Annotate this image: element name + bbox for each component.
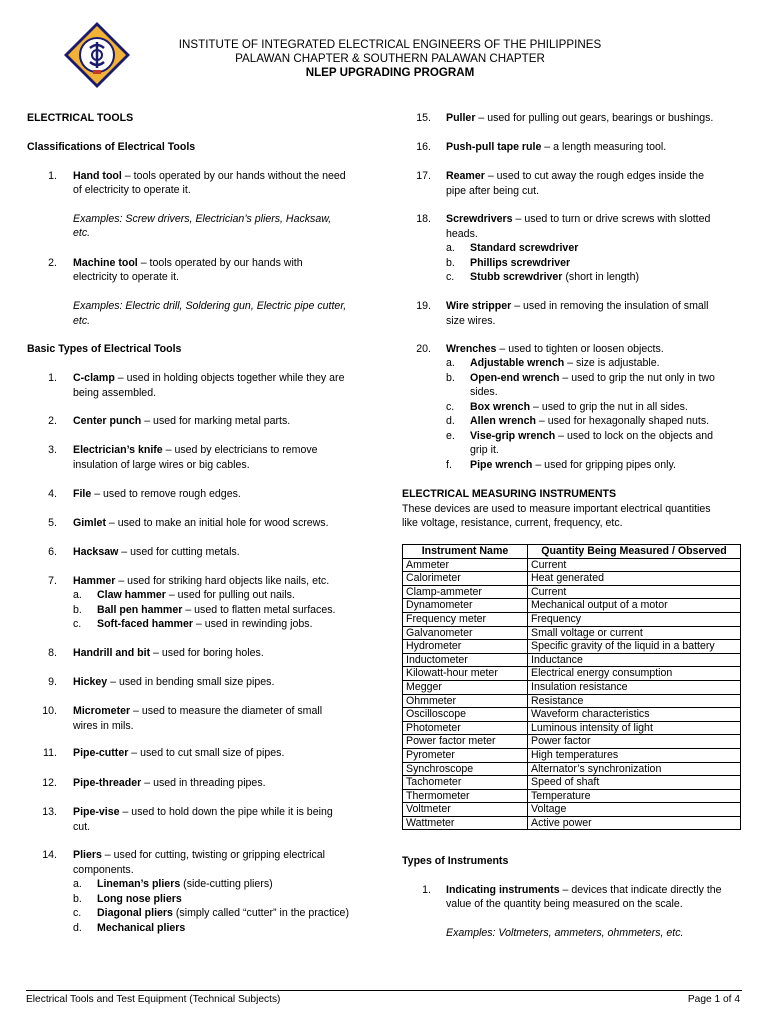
sub-text	[470, 356, 660, 370]
sub-name: Lineman’s pliers	[97, 878, 181, 890]
tool-desc: – used for cutting, twisting or gripping electrical	[101, 849, 326, 861]
classification-name: Machine tool	[73, 257, 138, 269]
tool-number: 5.	[48, 517, 57, 529]
table-row	[403, 585, 741, 599]
instrument-name-cell: Calorimeter	[403, 572, 528, 586]
tool-desc-line2: cut.	[73, 820, 91, 833]
sub-desc-line2: sides.	[470, 386, 498, 398]
quantity-cell: Inductance	[528, 653, 741, 667]
sub-letter: e.	[446, 429, 455, 442]
sub-desc: – used for hexagonally shaped nuts.	[535, 415, 710, 427]
tool-desc: – used to hold down the pipe while it is being	[119, 806, 333, 818]
tool-item	[446, 111, 713, 125]
sub-letter: a.	[73, 589, 82, 601]
tool-number: 20.	[416, 343, 431, 355]
sub-desc: – used to grip the nut in all sides.	[530, 400, 688, 413]
tool-item	[73, 675, 274, 689]
section-title-electrical-tools: ELECTRICAL TOOLS	[27, 112, 134, 124]
quantity-cell: Current	[528, 585, 741, 599]
classification-name: Hand tool	[73, 170, 122, 182]
tool-item	[73, 414, 290, 428]
classification-desc: – tools operated by our hands with	[137, 257, 303, 269]
classification-item	[73, 169, 346, 183]
sub-desc: – used in rewinding jobs.	[192, 618, 313, 630]
tool-name: Center punch	[73, 415, 142, 427]
sub-desc: (short in length)	[562, 271, 639, 283]
tool-desc: – a length measuring tool.	[541, 141, 667, 153]
sub-name: Allen wrench	[470, 415, 536, 427]
classification-example-line2: etc.	[73, 227, 91, 239]
tool-item	[73, 516, 329, 530]
tool-name: Hammer	[73, 575, 116, 587]
quantity-cell: High temperatures	[528, 748, 741, 762]
tool-desc: – used in threading pipes.	[141, 777, 266, 789]
tool-number: 6.	[48, 546, 57, 558]
instrument-name-cell: Oscilloscope	[403, 708, 528, 722]
instrument-name-cell: Thermometer	[403, 789, 528, 803]
table-row	[403, 667, 741, 681]
tool-desc: – used for pulling out gears, bearings or bushings.	[475, 112, 714, 124]
quantity-cell: Insulation resistance	[528, 680, 741, 694]
tool-desc: – used for boring holes.	[150, 647, 264, 659]
tool-desc: – used for marking metal parts.	[141, 415, 291, 427]
sub-desc: (simply called “cutter” in the practice)	[172, 907, 349, 919]
instrument-name-cell: Photometer	[403, 721, 528, 735]
tool-number: 1.	[48, 372, 57, 384]
sub-desc: – used to lock on the objects and	[555, 429, 714, 442]
sub-desc: – used to flatten metal surfaces.	[182, 603, 336, 616]
tool-desc: – used in removing the insulation of small	[511, 300, 709, 312]
section-title-basic-types: Basic Types of Electrical Tools	[27, 343, 182, 355]
instrument-name-cell: Pyrometer	[403, 748, 528, 762]
tool-desc: – used to tighten or loosen objects.	[496, 343, 664, 355]
table-row	[403, 776, 741, 790]
tool-desc: – used in holding objects together while they are	[114, 372, 345, 384]
tool-number: 2.	[48, 415, 57, 427]
iiee-seal-logo	[62, 20, 132, 90]
tool-name: C-clamp	[73, 372, 115, 384]
tool-number: 18.	[416, 213, 431, 225]
sub-name: Long nose pliers	[97, 892, 182, 905]
sub-name: Pipe wrench	[470, 458, 533, 471]
sub-text	[97, 892, 182, 906]
footer-title: Electrical Tools and Test Equipment (Technical Subjects)	[26, 994, 281, 1005]
instrument-name-cell: Power factor meter	[403, 735, 528, 749]
table-row	[403, 694, 741, 708]
quantity-cell: Heat generated	[528, 572, 741, 586]
tool-name: Hacksaw	[73, 546, 119, 558]
tool-number: 19.	[416, 300, 431, 312]
classification-item	[73, 256, 303, 270]
header-line-3: NLEP UPGRADING PROGRAM	[305, 66, 475, 79]
section-title-measuring-instruments: ELECTRICAL MEASURING INSTRUMENTS	[402, 488, 617, 500]
sub-name: Stubb screwdriver	[470, 271, 563, 283]
quantity-cell: Small voltage or current	[528, 626, 741, 640]
tool-number: 4.	[48, 488, 57, 500]
page-number: Page 1 of 4	[687, 994, 740, 1005]
sub-text	[470, 371, 715, 385]
sub-letter: a.	[446, 357, 455, 369]
tool-desc: – used to cut small size of pipes.	[128, 747, 285, 759]
tool-name: Screwdrivers	[446, 213, 513, 225]
tool-name: Handrill and bit	[73, 647, 151, 659]
classification-desc: – tools operated by our hands without the need	[121, 170, 346, 182]
instruments-intro-line2: like voltage, resistance, current, frequency, etc.	[402, 517, 623, 529]
instrument-name-cell: Synchroscope	[403, 762, 528, 776]
instrument-name-cell: Inductometer	[403, 653, 528, 667]
quantity-cell: Temperature	[528, 789, 741, 803]
classification-number: 2.	[48, 257, 57, 269]
sub-name: Diagonal pliers	[97, 907, 173, 919]
header-line-2: PALAWAN CHAPTER & SOUTHERN PALAWAN CHAPTER	[235, 52, 545, 65]
sub-letter: f.	[446, 458, 452, 471]
sub-desc: – used to grip the nut only in two	[559, 371, 715, 384]
tool-name: Reamer	[446, 170, 485, 182]
table-row	[403, 803, 741, 817]
tool-desc: – used to make an initial hole for wood screws.	[105, 517, 329, 529]
table-row	[403, 748, 741, 762]
tool-desc: – used by electricians to remove	[162, 444, 318, 456]
quantity-cell: Luminous intensity of light	[528, 721, 741, 735]
tool-name: Pliers	[73, 849, 102, 861]
tool-number: 12.	[42, 777, 57, 789]
sub-letter: c.	[446, 400, 455, 413]
tool-desc: – used to cut away the rough edges inside the	[484, 170, 704, 182]
table-row	[403, 653, 741, 667]
classification-example-line2: etc.	[73, 315, 91, 327]
tool-item	[73, 704, 322, 718]
quantity-cell: Electrical energy consumption	[528, 667, 741, 681]
sub-letter: a.	[446, 242, 455, 254]
sub-name: Vise-grip wrench	[470, 429, 556, 442]
sub-text	[470, 241, 578, 255]
instrument-name-cell: Hydrometer	[403, 640, 528, 654]
tool-number: 10.	[42, 705, 57, 717]
tool-item	[73, 746, 284, 760]
tool-desc: – used for striking hard objects like nails, etc.	[115, 575, 330, 587]
sub-name: Phillips screwdriver	[470, 256, 571, 269]
tool-number: 8.	[48, 647, 57, 659]
tool-desc-line2: insulation of large wires or big cables.	[73, 458, 250, 471]
sub-desc: (side-cutting pliers)	[180, 878, 273, 890]
classification-desc-line2: electricity to operate it.	[73, 271, 179, 283]
instrument-name-cell: Kilowatt-hour meter	[403, 667, 528, 681]
tool-name: Pipe-vise	[73, 806, 120, 818]
table-row	[403, 762, 741, 776]
classification-example: Examples: Electric drill, Soldering gun, Electric pipe cutter,	[73, 300, 347, 312]
sub-text	[97, 877, 273, 891]
table-row	[403, 735, 741, 749]
sub-name: Claw hammer	[97, 589, 166, 601]
table-row	[403, 640, 741, 654]
tool-number: 9.	[48, 676, 57, 688]
tool-desc-line2: wires in mils.	[73, 719, 134, 732]
tool-number: 7.	[48, 575, 57, 587]
tool-name: Electrician’s knife	[73, 444, 163, 456]
sub-letter: a.	[73, 878, 82, 890]
table-row	[403, 626, 741, 640]
instrument-name-cell: Clamp-ammeter	[403, 585, 528, 599]
sub-name: Box wrench	[470, 400, 531, 413]
sub-text	[97, 906, 349, 920]
tool-number: 13.	[42, 806, 57, 818]
sub-letter: b.	[73, 892, 82, 905]
sub-name: Mechanical pliers	[97, 921, 186, 934]
tool-item	[73, 848, 325, 862]
quantity-cell: Current	[528, 558, 741, 572]
sub-text	[470, 270, 639, 284]
tool-desc: – used for cutting metals.	[118, 546, 240, 558]
sub-text	[470, 414, 709, 428]
quantity-cell: Mechanical output of a motor	[528, 599, 741, 613]
tool-name: Micrometer	[73, 705, 131, 717]
classification-example: Examples: Screw drivers, Electrician’s pliers, Hacksaw,	[73, 213, 332, 225]
tool-item	[446, 212, 710, 226]
tool-number: 3.	[48, 444, 57, 456]
tool-desc-line2: size wires.	[446, 314, 496, 327]
instrument-name-cell: Tachometer	[403, 776, 528, 790]
sub-text	[470, 458, 676, 472]
quantity-cell: Alternator’s synchronization	[528, 762, 741, 776]
tool-item	[73, 805, 333, 819]
sub-text	[470, 429, 713, 443]
instruments-table	[402, 544, 741, 830]
section-title-classifications: Classifications of Electrical Tools	[27, 141, 196, 153]
instrument-name-cell: Ammeter	[403, 558, 528, 572]
header-line-1: INSTITUTE OF INTEGRATED ELECTRICAL ENGINEERS OF THE PHILIPPINES	[178, 38, 602, 51]
tool-name: Hickey	[73, 676, 108, 688]
sub-name: Ball pen hammer	[97, 603, 183, 616]
table-row	[403, 721, 741, 735]
sub-text	[97, 617, 313, 631]
tool-name: Pipe-cutter	[73, 747, 129, 759]
sub-desc: – used for gripping pipes only.	[532, 458, 676, 471]
sub-letter: b.	[446, 256, 455, 269]
table-header-cell: Quantity Being Measured / Observed	[528, 545, 741, 559]
tool-item	[73, 776, 266, 790]
table-row	[403, 599, 741, 613]
sub-letter: d.	[73, 921, 82, 934]
sub-text	[470, 256, 570, 270]
tool-desc: – used in bending small size pipes.	[107, 676, 275, 688]
tool-name: Wire stripper	[446, 300, 512, 312]
tool-item	[73, 646, 264, 660]
tool-number: 15.	[416, 112, 431, 124]
quantity-cell: Active power	[528, 816, 741, 830]
tool-name: Puller	[446, 112, 476, 124]
section-title-types-of-instruments: Types of Instruments	[402, 855, 509, 867]
tool-desc: – used to measure the diameter of small	[130, 705, 323, 717]
sub-text	[470, 400, 688, 414]
tool-desc-line2: being assembled.	[73, 386, 157, 399]
tool-name: Pipe-threader	[73, 777, 142, 789]
table-row	[403, 558, 741, 572]
quantity-cell: Waveform characteristics	[528, 708, 741, 722]
table-header-row	[403, 545, 741, 559]
tool-item	[73, 443, 318, 457]
tool-number: 17.	[416, 170, 431, 182]
instrument-name-cell: Megger	[403, 680, 528, 694]
instrument-name-cell: Voltmeter	[403, 803, 528, 817]
tool-number: 14.	[42, 849, 57, 861]
sub-letter: c.	[73, 907, 82, 919]
type-example: Examples: Voltmeters, ammeters, ohmmeters, etc.	[446, 927, 684, 939]
table-header-cell: Instrument Name	[403, 545, 528, 559]
tool-item	[73, 545, 240, 559]
tool-desc: – used to remove rough edges.	[91, 488, 241, 500]
classification-number: 1.	[48, 170, 57, 182]
quantity-cell: Specific gravity of the liquid in a battery	[528, 640, 741, 654]
quantity-cell: Frequency	[528, 612, 741, 626]
sub-text	[97, 921, 185, 935]
classification-desc-line2: of electricity to operate it.	[73, 184, 191, 196]
tool-item	[73, 371, 344, 385]
sub-name: Soft-faced hammer	[97, 618, 193, 630]
type-desc: – devices that indicate directly the	[559, 884, 722, 896]
quantity-cell: Resistance	[528, 694, 741, 708]
tool-item	[446, 169, 704, 183]
type-number: 1.	[422, 884, 431, 896]
tool-number: 16.	[416, 141, 431, 153]
sub-desc-line2: grip it.	[470, 444, 499, 456]
tool-name: Wrenches	[446, 343, 497, 355]
tool-number: 11.	[43, 747, 57, 759]
quantity-cell: Power factor	[528, 735, 741, 749]
sub-text	[97, 588, 295, 602]
sub-name: Standard screwdriver	[470, 242, 579, 254]
table-row	[403, 572, 741, 586]
sub-text	[97, 603, 335, 617]
tool-desc-line2: components.	[73, 863, 134, 876]
tool-name: Gimlet	[73, 517, 106, 529]
tool-name: Push-pull tape rule	[446, 141, 542, 153]
tool-name: File	[73, 488, 92, 500]
footer-rule	[26, 990, 742, 991]
table-row	[403, 680, 741, 694]
sub-desc: – used for pulling out nails.	[165, 589, 295, 601]
instrument-name-cell: Wattmeter	[403, 816, 528, 830]
table-row	[403, 789, 741, 803]
type-desc-line2: value of the quantity being measured on the scale.	[446, 898, 683, 910]
tool-desc: – used to turn or drive screws with slotted	[512, 213, 711, 225]
instrument-name-cell: Dynamometer	[403, 599, 528, 613]
tool-item	[446, 342, 664, 356]
quantity-cell: Voltage	[528, 803, 741, 817]
quantity-cell: Speed of shaft	[528, 776, 741, 790]
table-row	[403, 612, 741, 626]
table-row	[403, 816, 741, 830]
tool-desc-line2: heads.	[446, 227, 478, 240]
sub-name: Open-end wrench	[470, 371, 560, 384]
sub-letter: c.	[446, 271, 455, 283]
sub-letter: c.	[73, 618, 82, 630]
tool-item	[73, 487, 241, 501]
tool-item	[446, 299, 709, 313]
instrument-name-cell: Ohmmeter	[403, 694, 528, 708]
instrument-name-cell: Frequency meter	[403, 612, 528, 626]
table-row	[403, 708, 741, 722]
sub-desc: – size is adjustable.	[564, 357, 660, 369]
type-name: Indicating instruments	[446, 884, 560, 896]
type-item	[446, 883, 722, 897]
tool-item	[446, 140, 666, 154]
tool-item	[73, 574, 329, 588]
sub-letter: b.	[446, 371, 455, 384]
instrument-name-cell: Galvanometer	[403, 626, 528, 640]
sub-name: Adjustable wrench	[470, 357, 565, 369]
instruments-intro: These devices are used to measure important electrical quantities	[402, 503, 711, 515]
tool-desc-line2: pipe after being cut.	[446, 184, 540, 197]
sub-letter: d.	[446, 415, 455, 427]
sub-letter: b.	[73, 603, 82, 616]
